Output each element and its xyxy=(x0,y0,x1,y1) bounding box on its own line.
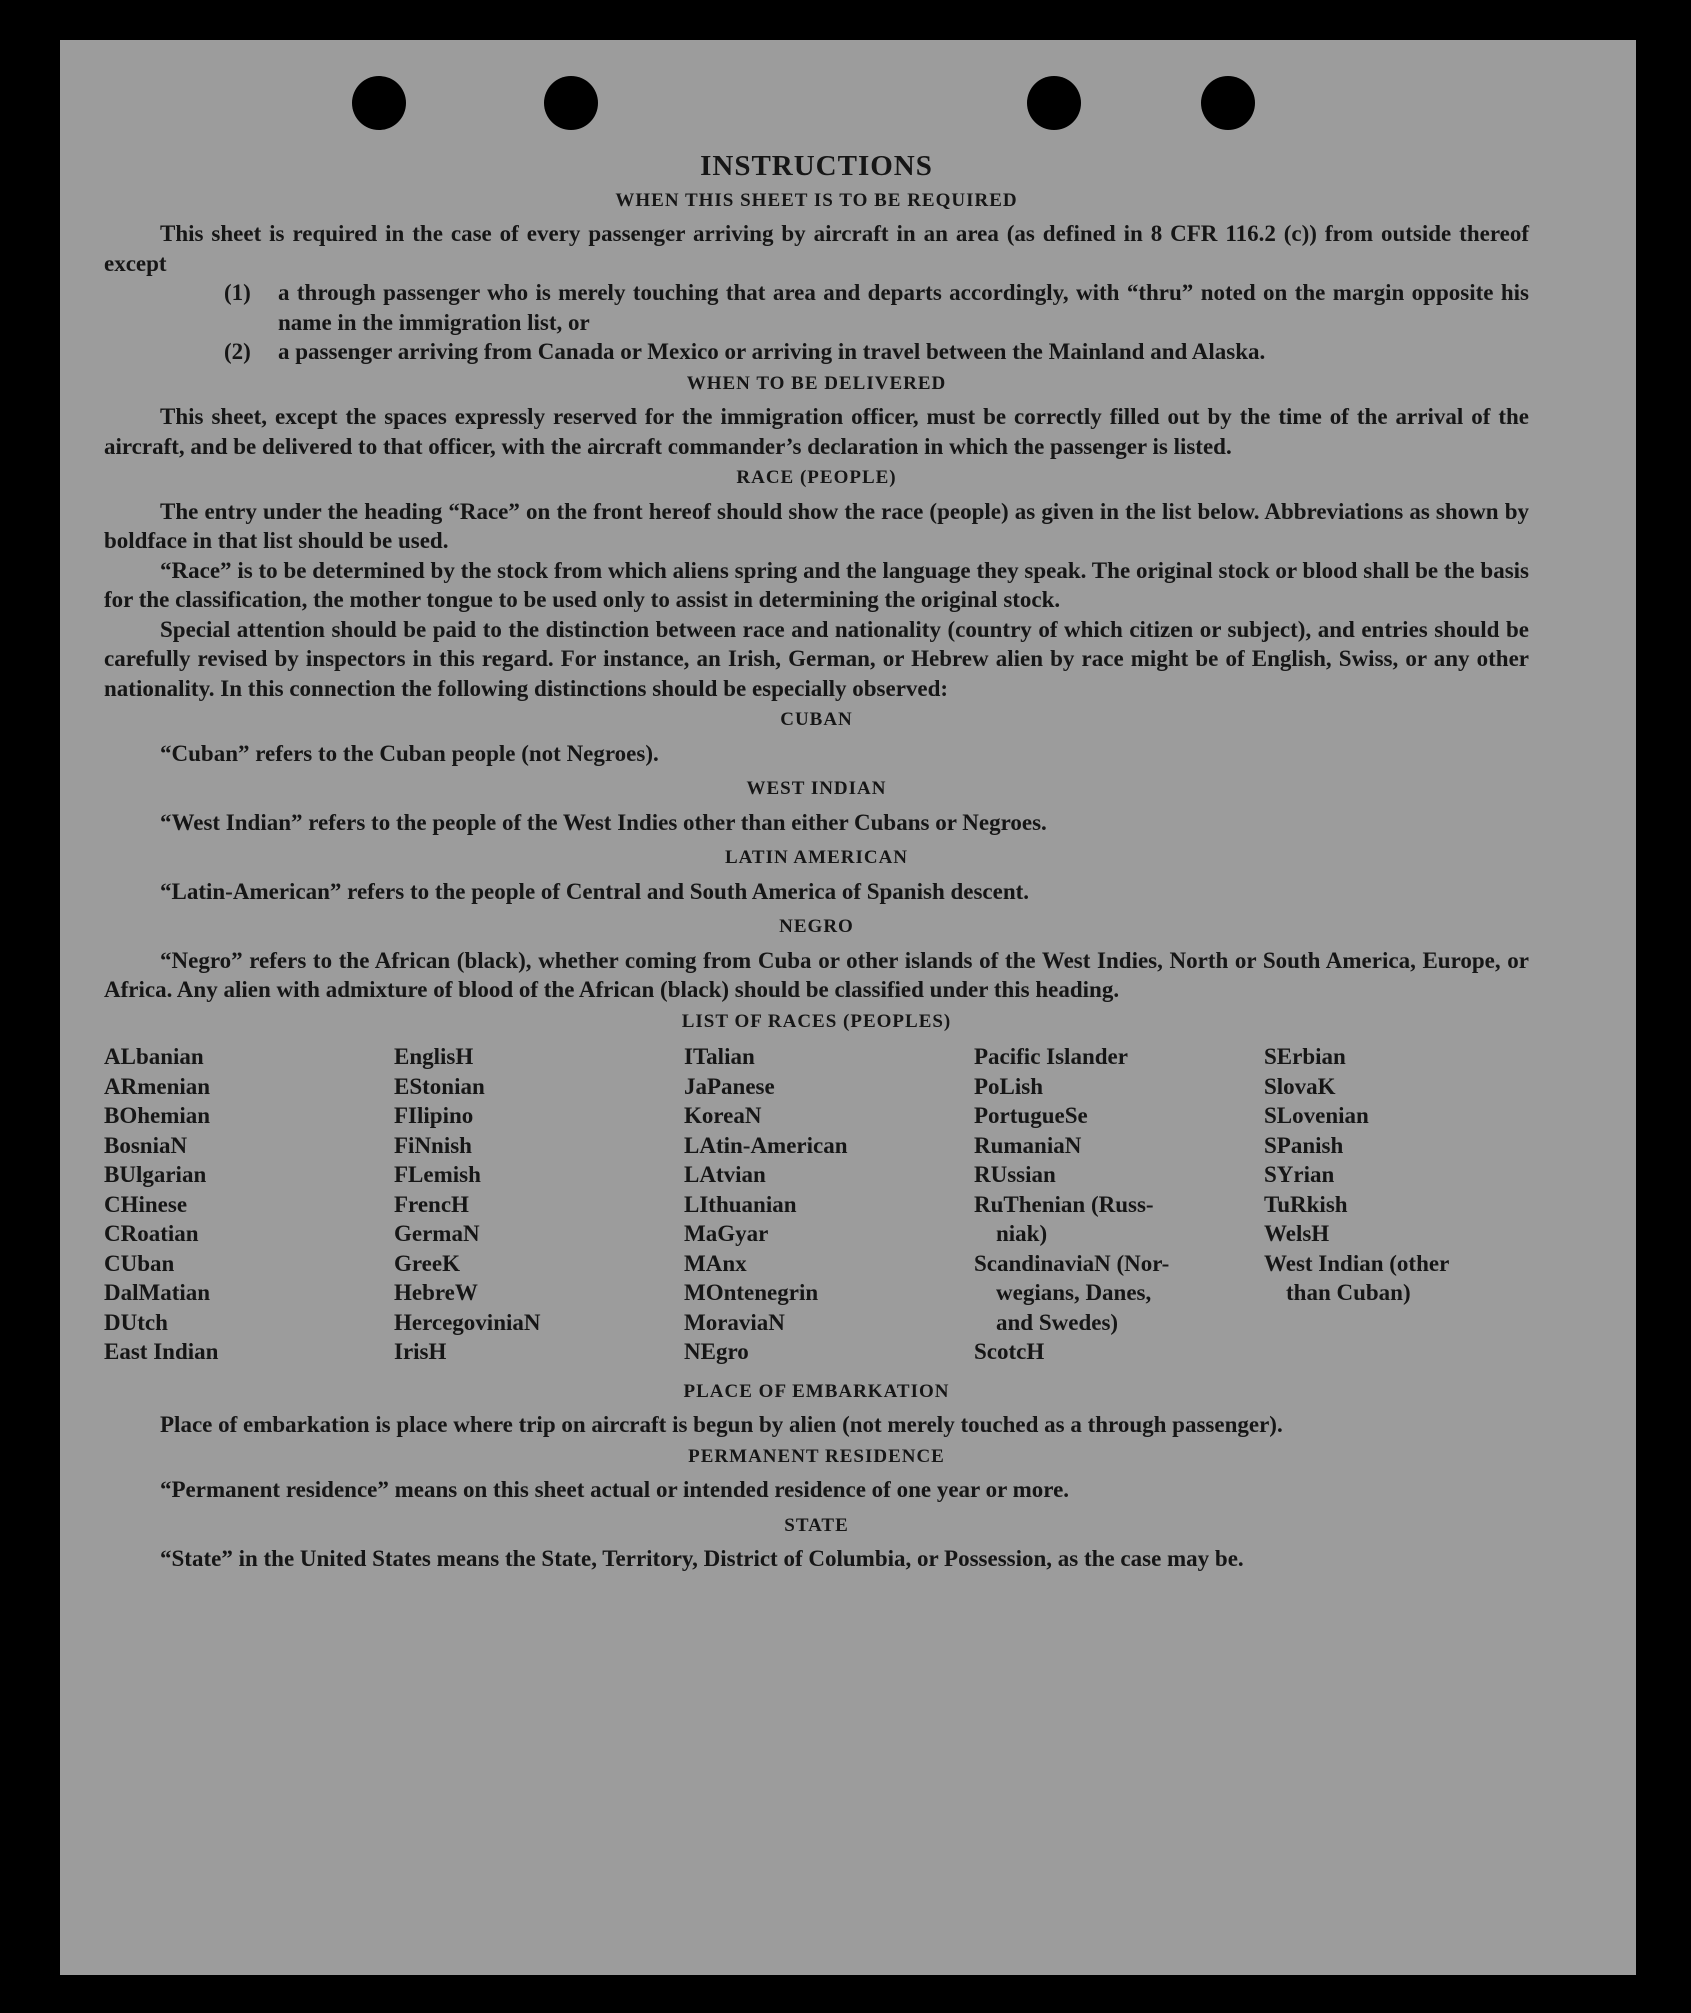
race-item: HercegoviniaN xyxy=(394,1309,541,1335)
race-item-continuation: and Swedes) xyxy=(996,1309,1119,1335)
race-item: CRoatian xyxy=(104,1221,199,1246)
race-item: PortugueSe xyxy=(974,1103,1088,1128)
race-item: SlovaK xyxy=(1264,1073,1336,1099)
race-item: SErbian xyxy=(1264,1044,1346,1069)
race-item: FrencH xyxy=(394,1191,469,1217)
required-intro: This sheet is required in the case of every passenger arriving by aircraft in an area (as defined in 8 CFR 116.2 (c)) from outside thereof except xyxy=(104,221,1529,276)
race-item: MOntenegrin xyxy=(684,1280,819,1305)
race-item: EStonian xyxy=(394,1073,485,1099)
race-item: SYrian xyxy=(1264,1162,1335,1187)
race-item: FiNnish xyxy=(394,1132,472,1158)
section-heading-cuban: CUBAN xyxy=(780,709,853,730)
embarkation-text: Place of embarkation is place where trip on aircraft is begun by alien (not merely touched as a through passenger). xyxy=(160,1412,1283,1437)
race-paragraph-1: The entry under the heading “Race” on the front hereof should show the race (people) as given in the list below. Abbreviations as shown by boldface in that list should be used. xyxy=(104,498,1529,553)
race-item: LIthuanian xyxy=(684,1191,797,1217)
section-heading-delivered: WHEN TO BE DELIVERED xyxy=(686,372,947,394)
condition-item xyxy=(104,278,1529,337)
cuban-text: “Cuban” refers to the Cuban people (not Negroes). xyxy=(160,740,659,766)
race-item: DUtch xyxy=(104,1309,168,1335)
races-list xyxy=(104,1042,1529,1367)
race-item: PoLish xyxy=(974,1073,1044,1099)
section-heading-west-indian: WEST INDIAN xyxy=(746,778,887,799)
condition-number: (2) xyxy=(224,339,251,364)
section-heading-residence: PERMANENT RESIDENCE xyxy=(688,1445,945,1467)
punch-hole xyxy=(544,76,598,130)
instructions-content xyxy=(104,152,1529,1574)
races-column xyxy=(394,1042,684,1367)
race-item: BosniaN xyxy=(104,1132,188,1158)
race-item: TuRkish xyxy=(1264,1191,1348,1217)
condition-text: a passenger arriving from Canada or Mexico or arriving in travel between the Mainland and Alaska. xyxy=(278,339,1266,364)
delivered-text: This sheet, except the spaces expressly reserved for the immigration officer, must be correctly filled out by the time of the arrival of the aircraft, and be delivered to that officer, with the aircraft commander’s declaration in which the passenger is listed. xyxy=(104,404,1529,459)
race-item: MaGyar xyxy=(684,1221,769,1246)
race-item: Pacific Islander xyxy=(974,1044,1128,1069)
condition-text: a through passenger who is merely touching that area and departs accordingly, with “thru” noted on the margin opposite his name in the immigration list, or xyxy=(278,280,1529,335)
race-item: ARmenian xyxy=(104,1073,211,1099)
section-heading-negro: NEGRO xyxy=(779,916,854,937)
race-item: West Indian (other xyxy=(1264,1250,1450,1276)
section-heading-state: STATE xyxy=(784,1514,849,1536)
races-column xyxy=(104,1042,394,1367)
condition-number: (1) xyxy=(224,280,251,305)
document-sheet xyxy=(60,40,1636,1975)
race-item: DalMatian xyxy=(104,1280,211,1305)
race-item: ScandinaviaN (Nor- xyxy=(974,1250,1170,1276)
race-item: BOhemian xyxy=(104,1103,211,1128)
latin-american-text: “Latin-American” refers to the people of Central and South America of Spanish descent. xyxy=(160,878,1030,904)
race-paragraph-3: Special attention should be paid to the distinction between race and nationality (country of which citizen or subject), and entries should be carefully revised by inspectors in this regard. For instance, an Irish, German, or Hebrew alien by race might be of English, Swiss, or any other nationality. In this connection the following distinctions should be especially observed: xyxy=(104,616,1529,701)
section-heading-race: RACE (PEOPLE) xyxy=(736,467,897,488)
race-item: SLovenian xyxy=(1264,1103,1369,1128)
races-column xyxy=(1264,1042,1529,1367)
section-heading-embarkation: PLACE OF EMBARKATION xyxy=(683,1380,950,1402)
race-item: BUlgarian xyxy=(104,1162,207,1187)
race-item-continuation: than Cuban) xyxy=(1286,1280,1411,1305)
section-heading-latin-american: LATIN AMERICAN xyxy=(724,847,909,868)
race-item: JaPanese xyxy=(684,1073,775,1099)
negro-text: “Negro” refers to the African (black), whether coming from Cuba or other islands of the West Indies, North or South America, Europe, or Africa. Any alien with admixture of blood of the African (black) should be classified under this heading. xyxy=(104,947,1529,1002)
race-item: ScotcH xyxy=(974,1339,1045,1364)
race-item: NEgro xyxy=(684,1339,749,1364)
race-item: ALbanian xyxy=(104,1044,204,1069)
race-item: LAtvian xyxy=(684,1162,766,1187)
west-indian-text: “West Indian” refers to the people of the West Indies other than either Cubans or Negroes. xyxy=(160,809,1047,835)
race-item: MAnx xyxy=(684,1250,747,1276)
race-item: RumaniaN xyxy=(974,1132,1082,1158)
race-item: GermaN xyxy=(394,1221,480,1246)
race-item: WelsH xyxy=(1264,1221,1330,1246)
race-item-continuation: niak) xyxy=(996,1221,1048,1246)
race-item: ITalian xyxy=(684,1044,755,1069)
race-item: EnglisH xyxy=(394,1044,474,1069)
race-paragraph-2: “Race” is to be determined by the stock from which aliens spring and the language they speak. The original stock or blood shall be the basis for the classification, the mother tongue to be used only to assist in determining the original stock. xyxy=(104,557,1529,612)
race-item: FLemish xyxy=(394,1162,481,1187)
race-item: East Indian xyxy=(104,1339,219,1364)
race-item-continuation: wegians, Danes, xyxy=(996,1280,1152,1305)
page-title: INSTRUCTIONS xyxy=(700,150,933,182)
residence-text: “Permanent residence” means on this sheet actual or intended residence of one year or more. xyxy=(160,1477,1070,1502)
race-item: LAtin-American xyxy=(684,1132,848,1158)
race-item: CUban xyxy=(104,1250,175,1276)
race-item: RuThenian (Russ- xyxy=(974,1191,1154,1217)
section-heading-required: WHEN THIS SHEET IS TO BE REQUIRED xyxy=(615,189,1018,211)
race-item: RUssian xyxy=(974,1162,1056,1187)
punch-hole xyxy=(1201,76,1255,130)
race-item: SPanish xyxy=(1264,1132,1344,1158)
punch-hole xyxy=(352,76,406,130)
race-item: KoreaN xyxy=(684,1103,762,1128)
race-item: IrisH xyxy=(394,1339,447,1364)
state-text: “State” in the United States means the State, Territory, District of Columbia, or Possession, as the case may be. xyxy=(160,1546,1244,1571)
race-item: MoraviaN xyxy=(684,1309,785,1335)
races-column xyxy=(974,1042,1264,1367)
races-column xyxy=(684,1042,974,1367)
race-item: CHinese xyxy=(104,1191,188,1217)
race-item: GreeK xyxy=(394,1250,460,1276)
section-heading-races-list: LIST OF RACES (PEOPLES) xyxy=(681,1010,952,1032)
race-item: FIlipino xyxy=(394,1103,474,1128)
condition-item xyxy=(104,337,1529,367)
race-item: HebreW xyxy=(394,1280,478,1305)
punch-hole xyxy=(1027,76,1081,130)
